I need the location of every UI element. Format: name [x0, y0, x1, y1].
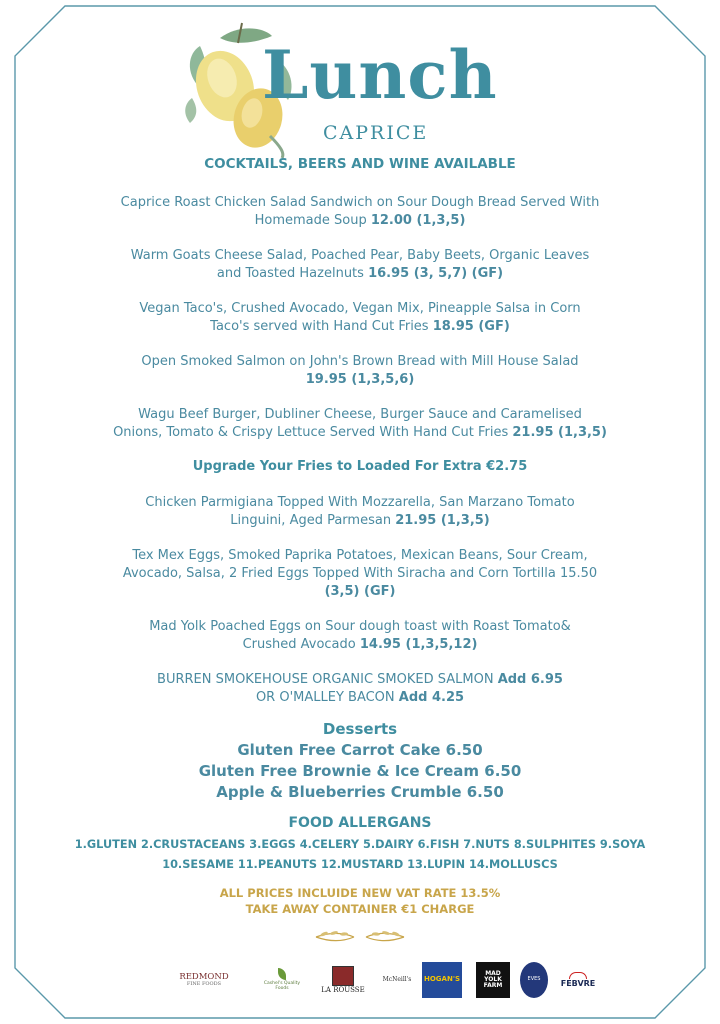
menu-item: Open Smoked Salmon on John's Brown Bread with Mill House Salad 19.95 (1,3,5,6)	[141, 354, 579, 387]
dessert-item: Gluten Free Carrot Cake 6.50	[237, 741, 483, 759]
allergens-heading: FOOD ALLERGANS	[288, 815, 432, 831]
item-price: (3,5) (GF)	[324, 584, 396, 599]
restaurant-name: CAPRICE	[323, 122, 429, 144]
redmond-logo: REDMOND FINE FOODS	[179, 971, 229, 987]
addon-price: Add 6.95	[497, 672, 563, 687]
item-price: 18.95 (GF)	[432, 319, 510, 334]
cashel-logo: Cashel's Quality Foods	[258, 962, 306, 998]
eves-logo: EVES	[520, 962, 548, 998]
leaf-icon	[278, 968, 286, 980]
menu-item: Warm Goats Cheese Salad, Poached Pear, Baby Beets, Organic Leaves and Toasted Hazelnuts 16.95 (3, 5,7) (GF)	[130, 248, 590, 281]
addon-price: Add 4.25	[398, 690, 465, 705]
availability-heading: COCKTAILS, BEERS AND WINE AVAILABLE	[204, 156, 516, 172]
menu-item: Chicken Parmigiana Topped With Mozzarella, San Marzano Tomato Linguini, Aged Parmesan 21.95 (1,3,5)	[145, 495, 575, 528]
menu-item: Caprice Roast Chicken Salad Sandwich on Sour Dough Bread Served With Homemade Soup 12.00 (1,3,5)	[120, 195, 600, 228]
vat-notice: ALL PRICES INCLUIDE NEW VAT RATE 13.5%	[219, 886, 501, 900]
la-rousse-logo: LA ROUSSE	[320, 962, 366, 998]
menu-item: Mad Yolk Poached Eggs on Sour dough toast with Roast Tomato& Crushed Avocado 14.95 (1,3,5,12)	[149, 619, 571, 652]
item-price: 19.95 (1,3,5,6)	[305, 372, 415, 387]
allergens-list: 10.SESAME 11.PEANUTS 12.MUSTARD 13.LUPIN 14.MOLLUSCS	[162, 858, 558, 871]
menu-header	[0, 14, 720, 154]
takeaway-notice: TAKE AWAY CONTAINER €1 CHARGE	[245, 902, 475, 916]
item-price: 21.95 (1,3,5)	[395, 513, 490, 528]
febvre-logo: FEBVRE	[556, 962, 600, 998]
emblem-icon	[332, 966, 354, 986]
arch-icon	[569, 972, 587, 979]
item-price: 14.95 (1,3,5,12)	[359, 637, 478, 652]
menu-item: Vegan Taco's, Crushed Avocado, Vegan Mix, Pineapple Salsa in Corn Taco's served with Hand Cut Fries 18.95 (GF)	[139, 301, 581, 334]
addons: BURREN SMOKEHOUSE ORGANIC SMOKED SALMON Add 6.95 OR O'MALLEY BACON Add 4.25	[157, 672, 563, 705]
allergens-list: 1.GLUTEN 2.CRUSTACEANS 3.EGGS 4.CELERY 5.DAIRY 6.FISH 7.NUTS 8.SULPHITES 9.SOYA	[74, 838, 646, 851]
desserts-heading: Desserts	[322, 720, 398, 738]
laurel-ornament-icon	[310, 926, 410, 948]
upgrade-note: Upgrade Your Fries to Loaded For Extra €2.75	[192, 459, 528, 474]
dessert-item: Gluten Free Brownie & Ice Cream 6.50	[198, 762, 522, 780]
item-price: 12.00 (1,3,5)	[370, 213, 466, 228]
hogans-logo: HOGAN'S	[422, 962, 462, 998]
mad-yolk-logo: MAD YOLK FARM	[476, 962, 510, 998]
menu-item: Tex Mex Eggs, Smoked Paprika Potatoes, Mexican Beans, Sour Cream, Avocado, Salsa, 2 Fried Eggs Topped With Siracha and Corn Tortilla 15.50 (3,5) (GF)	[122, 548, 598, 599]
menu-item: Wagu Beef Burger, Dubliner Cheese, Burger Sauce and Caramelised Onions, Tomato & Crispy Lettuce Served With Hand Cut Fries 21.95 (1,3,5)	[113, 407, 607, 440]
page-title: Lunch	[262, 36, 498, 114]
item-price: 21.95 (1,3,5)	[512, 425, 607, 440]
mcneill-logo: McNeill's	[382, 975, 412, 983]
dessert-item: Apple & Blueberries Crumble 6.50	[216, 783, 504, 801]
supplier-logos	[170, 962, 600, 1002]
item-price: 16.95 (3, 5,7) (GF)	[368, 266, 504, 281]
